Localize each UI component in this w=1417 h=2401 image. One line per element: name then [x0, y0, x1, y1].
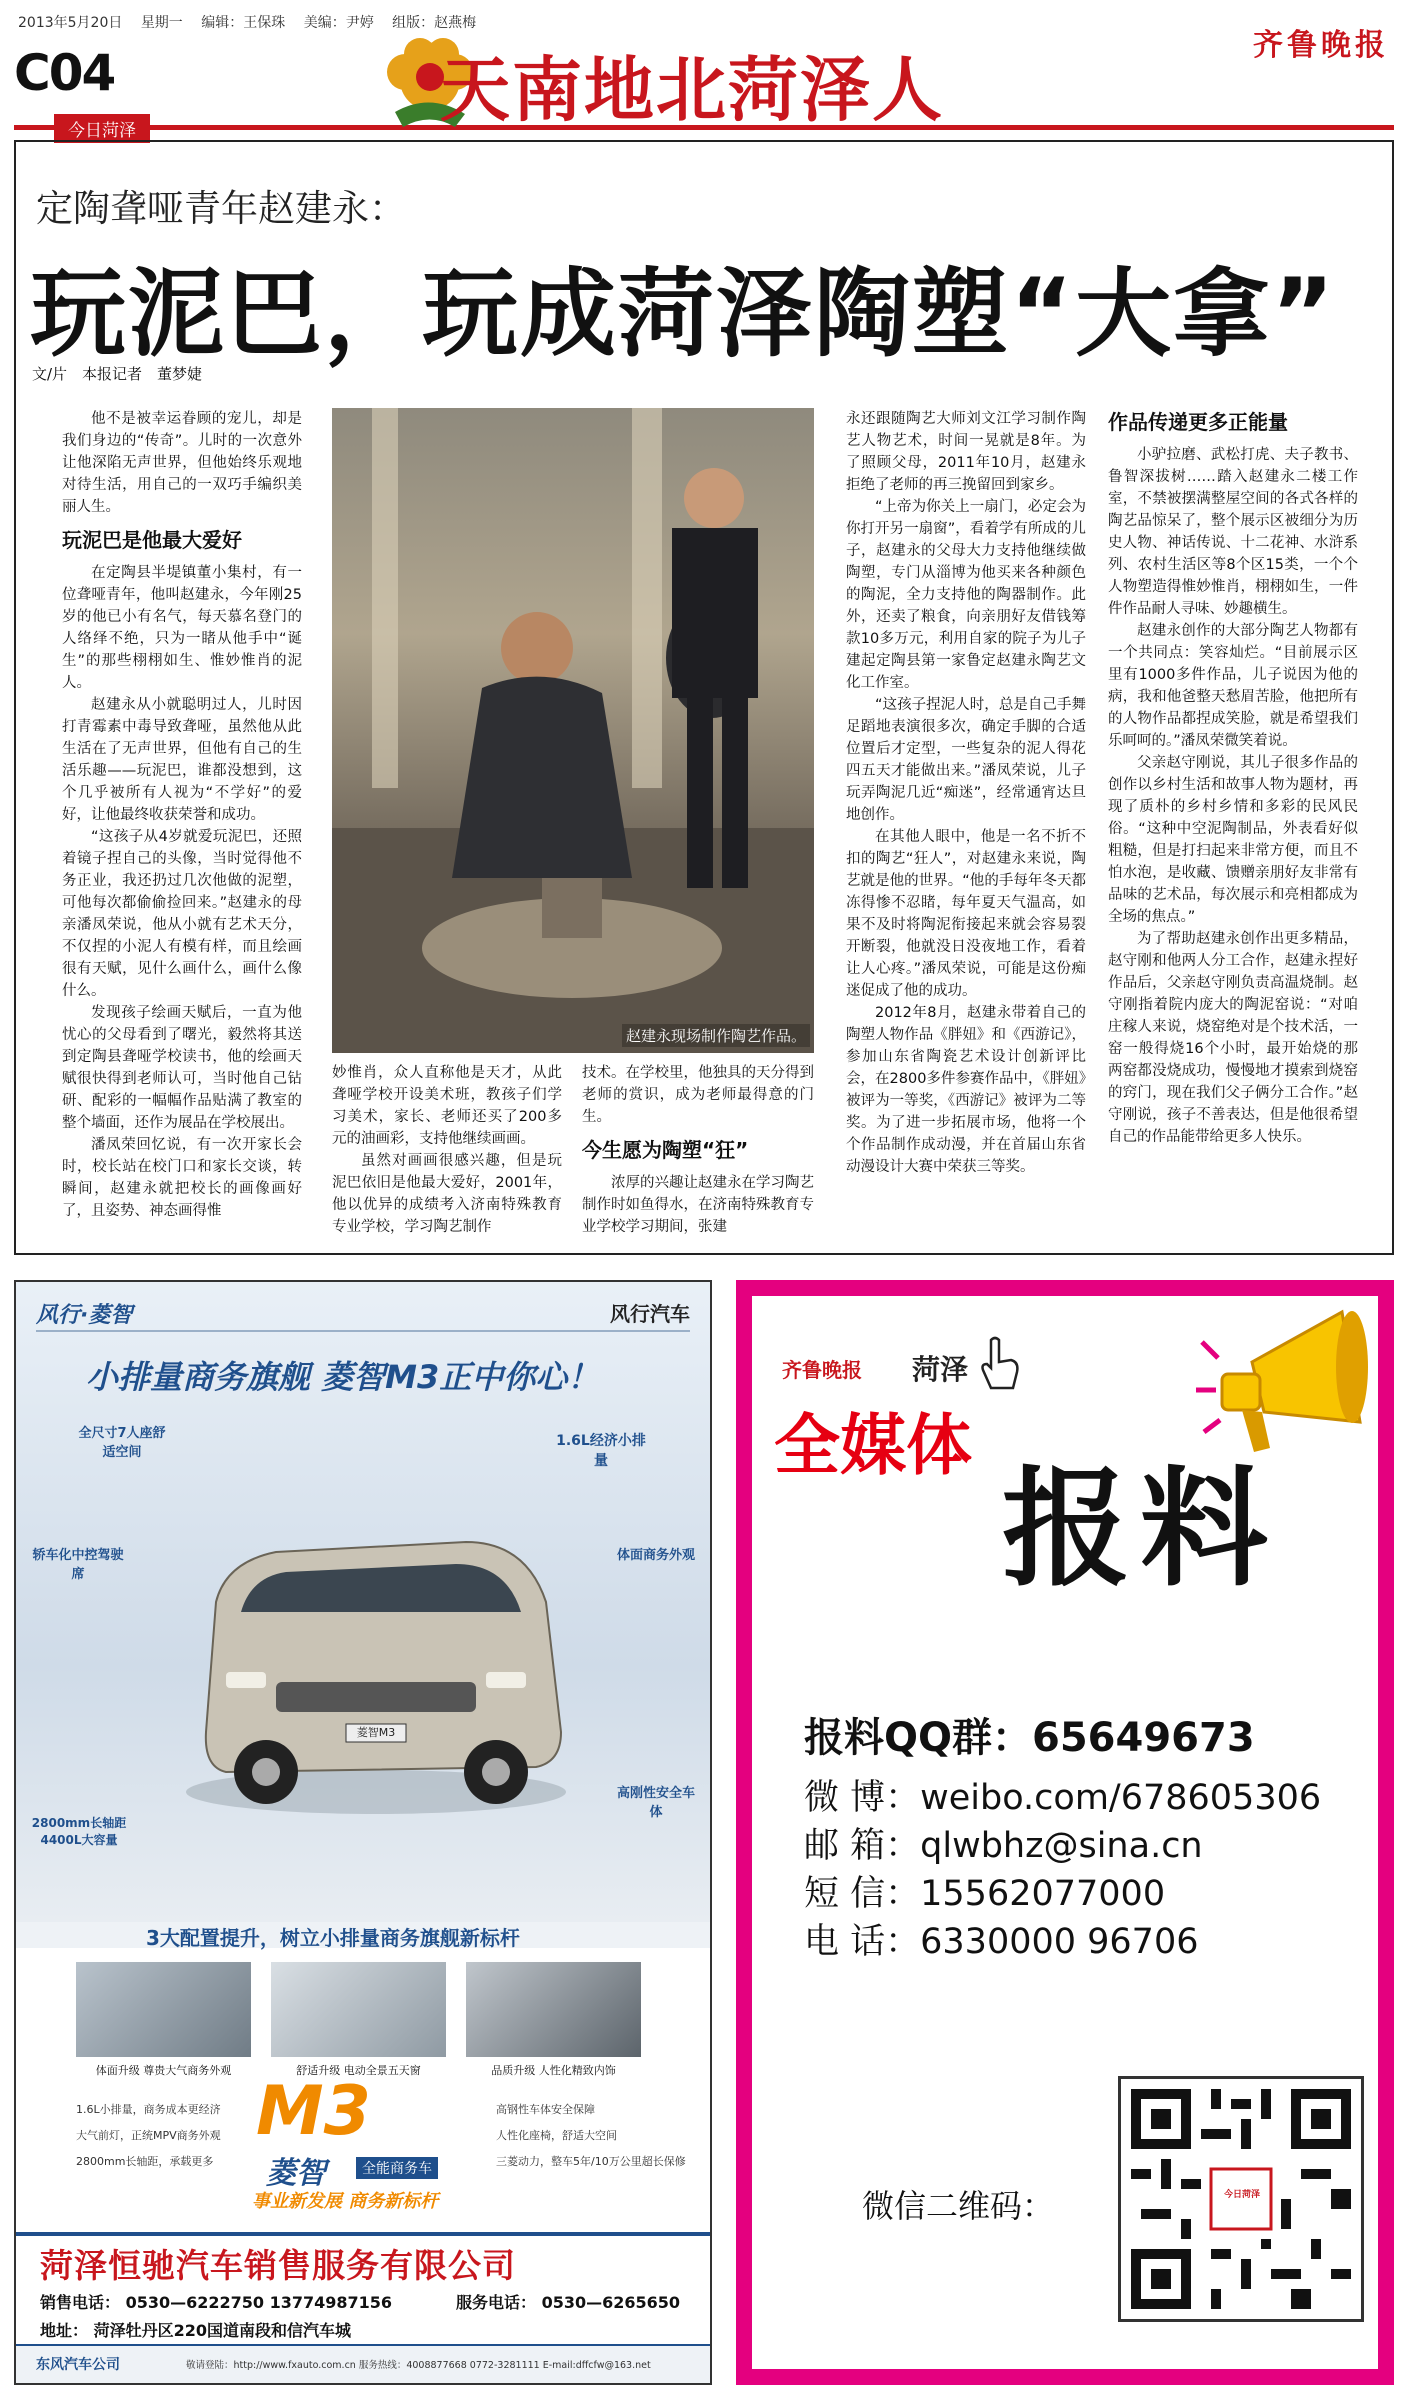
layout-credit: 组版：赵燕梅 [392, 15, 477, 31]
section-tag: 今日菏泽 [54, 114, 150, 143]
tipline-title-1: 全媒体 [774, 1407, 972, 1484]
m3-name: 菱智 [266, 2156, 326, 2191]
contact-value: qlwbhz@sina.cn [920, 1826, 1203, 1866]
minivan-icon [166, 1492, 586, 1832]
car-advertisement[interactable] [14, 1280, 712, 2385]
ad-slogan: 小排量商务旗舰 菱智M3正中你心！ [86, 1358, 600, 1396]
dealer-address: 地址： 菏泽牡丹区220国道南段和信汽车城 [40, 2321, 351, 2340]
wechat-qr-code[interactable] [1118, 2076, 1364, 2322]
feature-badge: 体面商务外观 [616, 1548, 695, 1563]
paragraph: “这孩子捏泥人时，总是自己手舞足蹈地表演很多次，确定手脚的合适位置后才定型，一些复杂的泥人得花四五天才能做出来。”潘凤荣说，儿子玩弄陶泥几近“痴迷”，经常通宵达旦地创作。 [846, 697, 1086, 823]
editor: 编辑：王保珠 [201, 15, 286, 31]
paragraph: 虽然对画画很感兴趣，但是玩泥巴依旧是他最大爱好，2001年，他以优异的成绩考入济南特殊教育专业学校，学习陶艺制作 [332, 1153, 562, 1235]
dongfeng-logo: 东风汽车公司 [36, 2357, 120, 2373]
contact-list [804, 1774, 1321, 1966]
thumb-caption: 体面升级 尊贵大气商务外观 [95, 2064, 232, 2077]
wechat-label: 微信二维码： [862, 2187, 1055, 2225]
page-meta [18, 12, 490, 32]
tipline-city: 菏泽 [912, 1353, 969, 1386]
thumb-caption: 品质升级 人性化精致内饰 [491, 2064, 616, 2077]
bullet-item: 2800mm长轴距，承载更多 [76, 2155, 214, 2168]
qr-center-label: 今日菏泽 [1223, 2190, 1260, 2200]
tipline-paper: 齐鲁晚报 [782, 1358, 862, 1382]
m3-sub: 全能商务车 [356, 2157, 438, 2179]
contact-label: 短 信： [804, 1874, 921, 1914]
subhead-2: 今生愿为陶塑“狂” [582, 1138, 749, 1162]
feature-badge: 高刚性安全车体 [616, 1786, 695, 1820]
bullet-item: 三菱动力，整车5年/10万公里超长保修 [496, 2155, 686, 2168]
article-photo [332, 408, 814, 1053]
contact-email[interactable] [804, 1822, 1321, 1870]
designer: 美编：尹婷 [303, 15, 374, 31]
bullet-item: 大气前灯，正统MPV商务外观 [76, 2129, 221, 2142]
paragraph: 赵建永从小就聪明过人，儿时因打青霉素中毒导致聋哑，虽然他从此生活在了无声世界，但他有自己的生活乐趣——玩泥巴，谁都没想到，这个几乎被所有人视为“不学好”的爱好，让他最终收获荣誉和成功。 [62, 697, 302, 823]
paragraph: “上帝为你关上一扇门，必定会为你打开另一扇窗”，看着学有所成的儿子，赵建永的父母大力支持他继续做陶塑，专门从淄博为他买来各种颜色的陶泥，全力支持他的陶器制作。此外，还卖了粮食，向亲朋好友借钱筹款10多万元，利用自家的院子为儿子建起定陶县第一家鲁定赵建永陶艺文化工作室。 [846, 499, 1086, 691]
subhead-3: 作品传递更多正能量 [1108, 410, 1288, 434]
contact-label: 电 话： [804, 1922, 921, 1962]
ad-brand-right: 风行汽车 [610, 1302, 690, 1326]
paragraph: “这孩子从4岁就爱玩泥巴，还照着镜子捏自己的头像，当时觉得他不务正业，我还扔过几次他做的泥塑，可他每次都偷偷捡回来。”赵建永的母亲潘凤荣说，他从小就有艺术天分，不仅捏的小泥人有模有样，而且绘画很有天赋，见什么画什么，画什么像什么。 [62, 829, 302, 999]
article-column-5 [1108, 408, 1358, 1258]
tipline-title-2: 报料 [1002, 1454, 1279, 1604]
subhead-1: 玩泥巴是他最大爱好 [62, 528, 242, 552]
tipline-advertisement[interactable] [736, 1280, 1394, 2385]
paragraph: 为了帮助赵建永创作出更多精品，赵守刚和他两人分工合作，赵建永捏好作品后，父亲赵守刚负责高温烧制。赵守刚指着院内庞大的陶泥窑说：“对咱庄稼人来说，烧窑绝对是个技术活，一窑一般得烧16个小时，最开始烧的那两窑都没烧成功，慢慢地才摸索到烧窑的窍门，现在我们父子俩分工合作。”赵守刚说，孩子不善表达，但是他很希望自己的作品能带给更多人快乐。 [1108, 931, 1358, 1145]
dealer-rule [16, 2232, 710, 2236]
paragraph: 发现孩子绘画天赋后，一直为他忧心的父母看到了曙光，毅然将其送到定陶县聋哑学校读书，他的绘画天赋很快得到老师认可，当时他自己钻研、配彩的一幅幅作品贴满了教室的整个墙面，还作为展品在学校展出。 [62, 1005, 302, 1131]
bullet-item: 1.6L小排量，商务成本更经济 [76, 2103, 221, 2116]
feature-badge: 2800mm长轴距4400L大容量 [31, 1816, 127, 1847]
photo-caption: 赵建永现场制作陶艺作品。 [622, 1024, 810, 1047]
ad-brand-left: 风行·菱智 [36, 1303, 133, 1328]
ad-divider [36, 1330, 690, 1332]
contact-label: 微 博： [804, 1778, 921, 1818]
feature-badge: 轿车化中控驾驶席 [32, 1548, 124, 1582]
paragraph: 父亲赵守刚说，其儿子很多作品的创作以乡村生活和故事人物为题材，再现了质朴的乡村乡情和多彩的民风民俗。“这种中空泥陶制品，外表看好似粗糙，但是打扫起来非常方便，而且不怕水泡，是收藏、馈赠亲朋好友非常有品味的艺术品，每次展示和亮相都成为全场的焦点。” [1108, 755, 1358, 925]
car-plate: 菱智M3 [356, 1726, 396, 1739]
paragraph: 永还跟随陶艺大师刘文江学习制作陶艺人物艺术，时间一晃就是8年。为了照顾父母，2011年10月，赵建永拒绝了老师的再三挽留回到家乡。 [846, 411, 1086, 493]
contact-value: weibo.com/678605306 [920, 1778, 1322, 1818]
paragraph: 在定陶县半堤镇董小集村，有一位聋哑青年，他叫赵建永，今年刚25岁的他已小有名气，每天慕名登门的人络绎不绝，只为一睹从他手中“诞生”的那些栩栩如生、惟妙惟肖的泥人。 [62, 565, 302, 691]
thumb-sunroof [271, 1962, 446, 2057]
bullet-item: 高钢性车体安全保障 [496, 2103, 595, 2116]
paragraph: 技术。在学校里，他独具的天分得到老师的赏识，成为老师最得意的门生。 [582, 1065, 814, 1125]
hand-pointer-icon [977, 1336, 1021, 1392]
article-kicker: 定陶聋哑青年赵建永： [36, 187, 406, 230]
thumb-interior [466, 1962, 641, 2057]
paragraph: 浓厚的兴趣让赵建永在学习陶艺制作时如鱼得水，在济南特殊教育专业学校学习期间，张建 [582, 1175, 814, 1235]
contact-phone[interactable] [804, 1918, 1321, 1966]
paragraph: 妙惟肖，众人直称他是天才，从此聋哑学校开设美术班，教孩子们学习美术，家长、老师还买了200多元的油画彩，支持他继续画画。 [332, 1065, 562, 1147]
paragraph: 赵建永创作的大部分陶艺人物都有一个共同点：笑容灿烂。“目前展示区里有1000多件作品，儿子说因为他的病，我和他爸整天愁眉苦脸，他把所有的人物作品都捏成笑脸，就是希望我们乐呵呵的。”潘凤荣微笑着说。 [1108, 623, 1358, 749]
sales-phone: 销售电话： 0530—6222750 13774987156 [40, 2293, 393, 2312]
paragraph: 潘凤荣回忆说，有一次开家长会时，校长站在校门口和家长交谈，转瞬间，赵建永就把校长的画像画好了，且姿势、神态画得惟 [62, 1137, 302, 1219]
contact-value: 15562077000 [920, 1874, 1166, 1914]
m3-logo: M3 [256, 2072, 371, 2151]
qq-group[interactable]: 报料QQ群：65649673 [804, 1715, 1255, 1761]
contact-label: 邮 箱： [804, 1826, 921, 1866]
article-column-4 [846, 408, 1086, 1258]
lead-paragraph: 他不是被幸运眷顾的宠儿，却是我们身边的“传奇”。儿时的一次意外让他深陷无声世界，但他始终乐观地对待生活，用自己的一双巧手编织美丽人生。 [62, 411, 302, 515]
feature-badge: 全尺寸7人座舒适空间 [78, 1426, 166, 1460]
article-column-2 [332, 1062, 562, 1252]
bullet-list-right [496, 2097, 686, 2175]
m3-tagline: 事业新发展 商务新标杆 [252, 2191, 439, 2212]
dealer-name: 菏泽恒驰汽车销售服务有限公司 [40, 2246, 516, 2285]
thumb-caption: 舒适升级 电动全景五天窗 [296, 2064, 421, 2077]
article-headline: 玩泥巴，玩成菏泽陶塑“大拿” [30, 258, 1337, 370]
weekday: 星期一 [140, 15, 183, 31]
thumb-exterior [76, 1962, 251, 2057]
service-phone: 服务电话： 0530—6265650 [456, 2293, 681, 2312]
date: 2013年5月20日 [18, 15, 123, 31]
masthead-logo: 齐鲁晚报 [1253, 28, 1389, 63]
contact-sms[interactable] [804, 1870, 1321, 1918]
page-number: C04 [14, 44, 115, 102]
article-column-3 [582, 1062, 814, 1252]
bullet-list-left [76, 2097, 221, 2175]
ad-footer-info: 敬请登陆：http://www.fxauto.com.cn 服务热线：4008877668 0772-3281111 E-mail:dffcfw@163.net [186, 2360, 651, 2371]
contact-value: 6330000 96706 [920, 1922, 1199, 1962]
article-column-1 [62, 408, 302, 1258]
contact-weibo[interactable] [804, 1774, 1321, 1822]
photo-illustration [332, 408, 814, 1053]
paragraph: 2012年8月，赵建永带着自己的陶塑人物作品《胖妞》和《西游记》，参加山东省陶瓷艺术设计创新评比会，在2800多件参赛作品中，《胖妞》被评为一等奖，《西游记》被评为二等奖。为了进一步拓展市场，他将一个个作品制作成动漫，并在首届山东省动漫设计大赛中荣获三等奖。 [846, 1005, 1086, 1175]
section-title: 天南地北菏泽人 [440, 48, 944, 131]
article-byline: 文/片 本报记者 董梦婕 [32, 365, 203, 383]
paragraph: 小驴拉磨、武松打虎、夫子教书、鲁智深拔树……踏入赵建永二楼工作室，不禁被摆满整屋空间的各式各样的陶艺品惊呆了，整个展示区被细分为历史人物、神话传说、十二花神、水浒系列、农村生活区等8个区15类，一个个人物塑造得惟妙惟肖，栩栩如生，一件件作品耐人寻味、妙趣横生。 [1108, 447, 1358, 617]
feature-badge: 1.6L经济小排量 [556, 1433, 646, 1469]
config-line: 3大配置提升，树立小排量商务旗舰新标杆 [146, 1926, 520, 1950]
bullet-item: 人性化座椅，舒适大空间 [496, 2129, 617, 2142]
paragraph: 在其他人眼中，他是一名不折不扣的陶艺“狂人”，对赵建永来说，陶艺就是他的世界。“他的手每年冬天都冻得惨不忍睹，每年夏天气温高，如果不及时将陶泥衔接起来就会容易裂开断裂，他就没日没夜地工作，看着让人心疼。”潘凤荣说，可能是这份痴迷促成了他的成功。 [846, 829, 1086, 999]
